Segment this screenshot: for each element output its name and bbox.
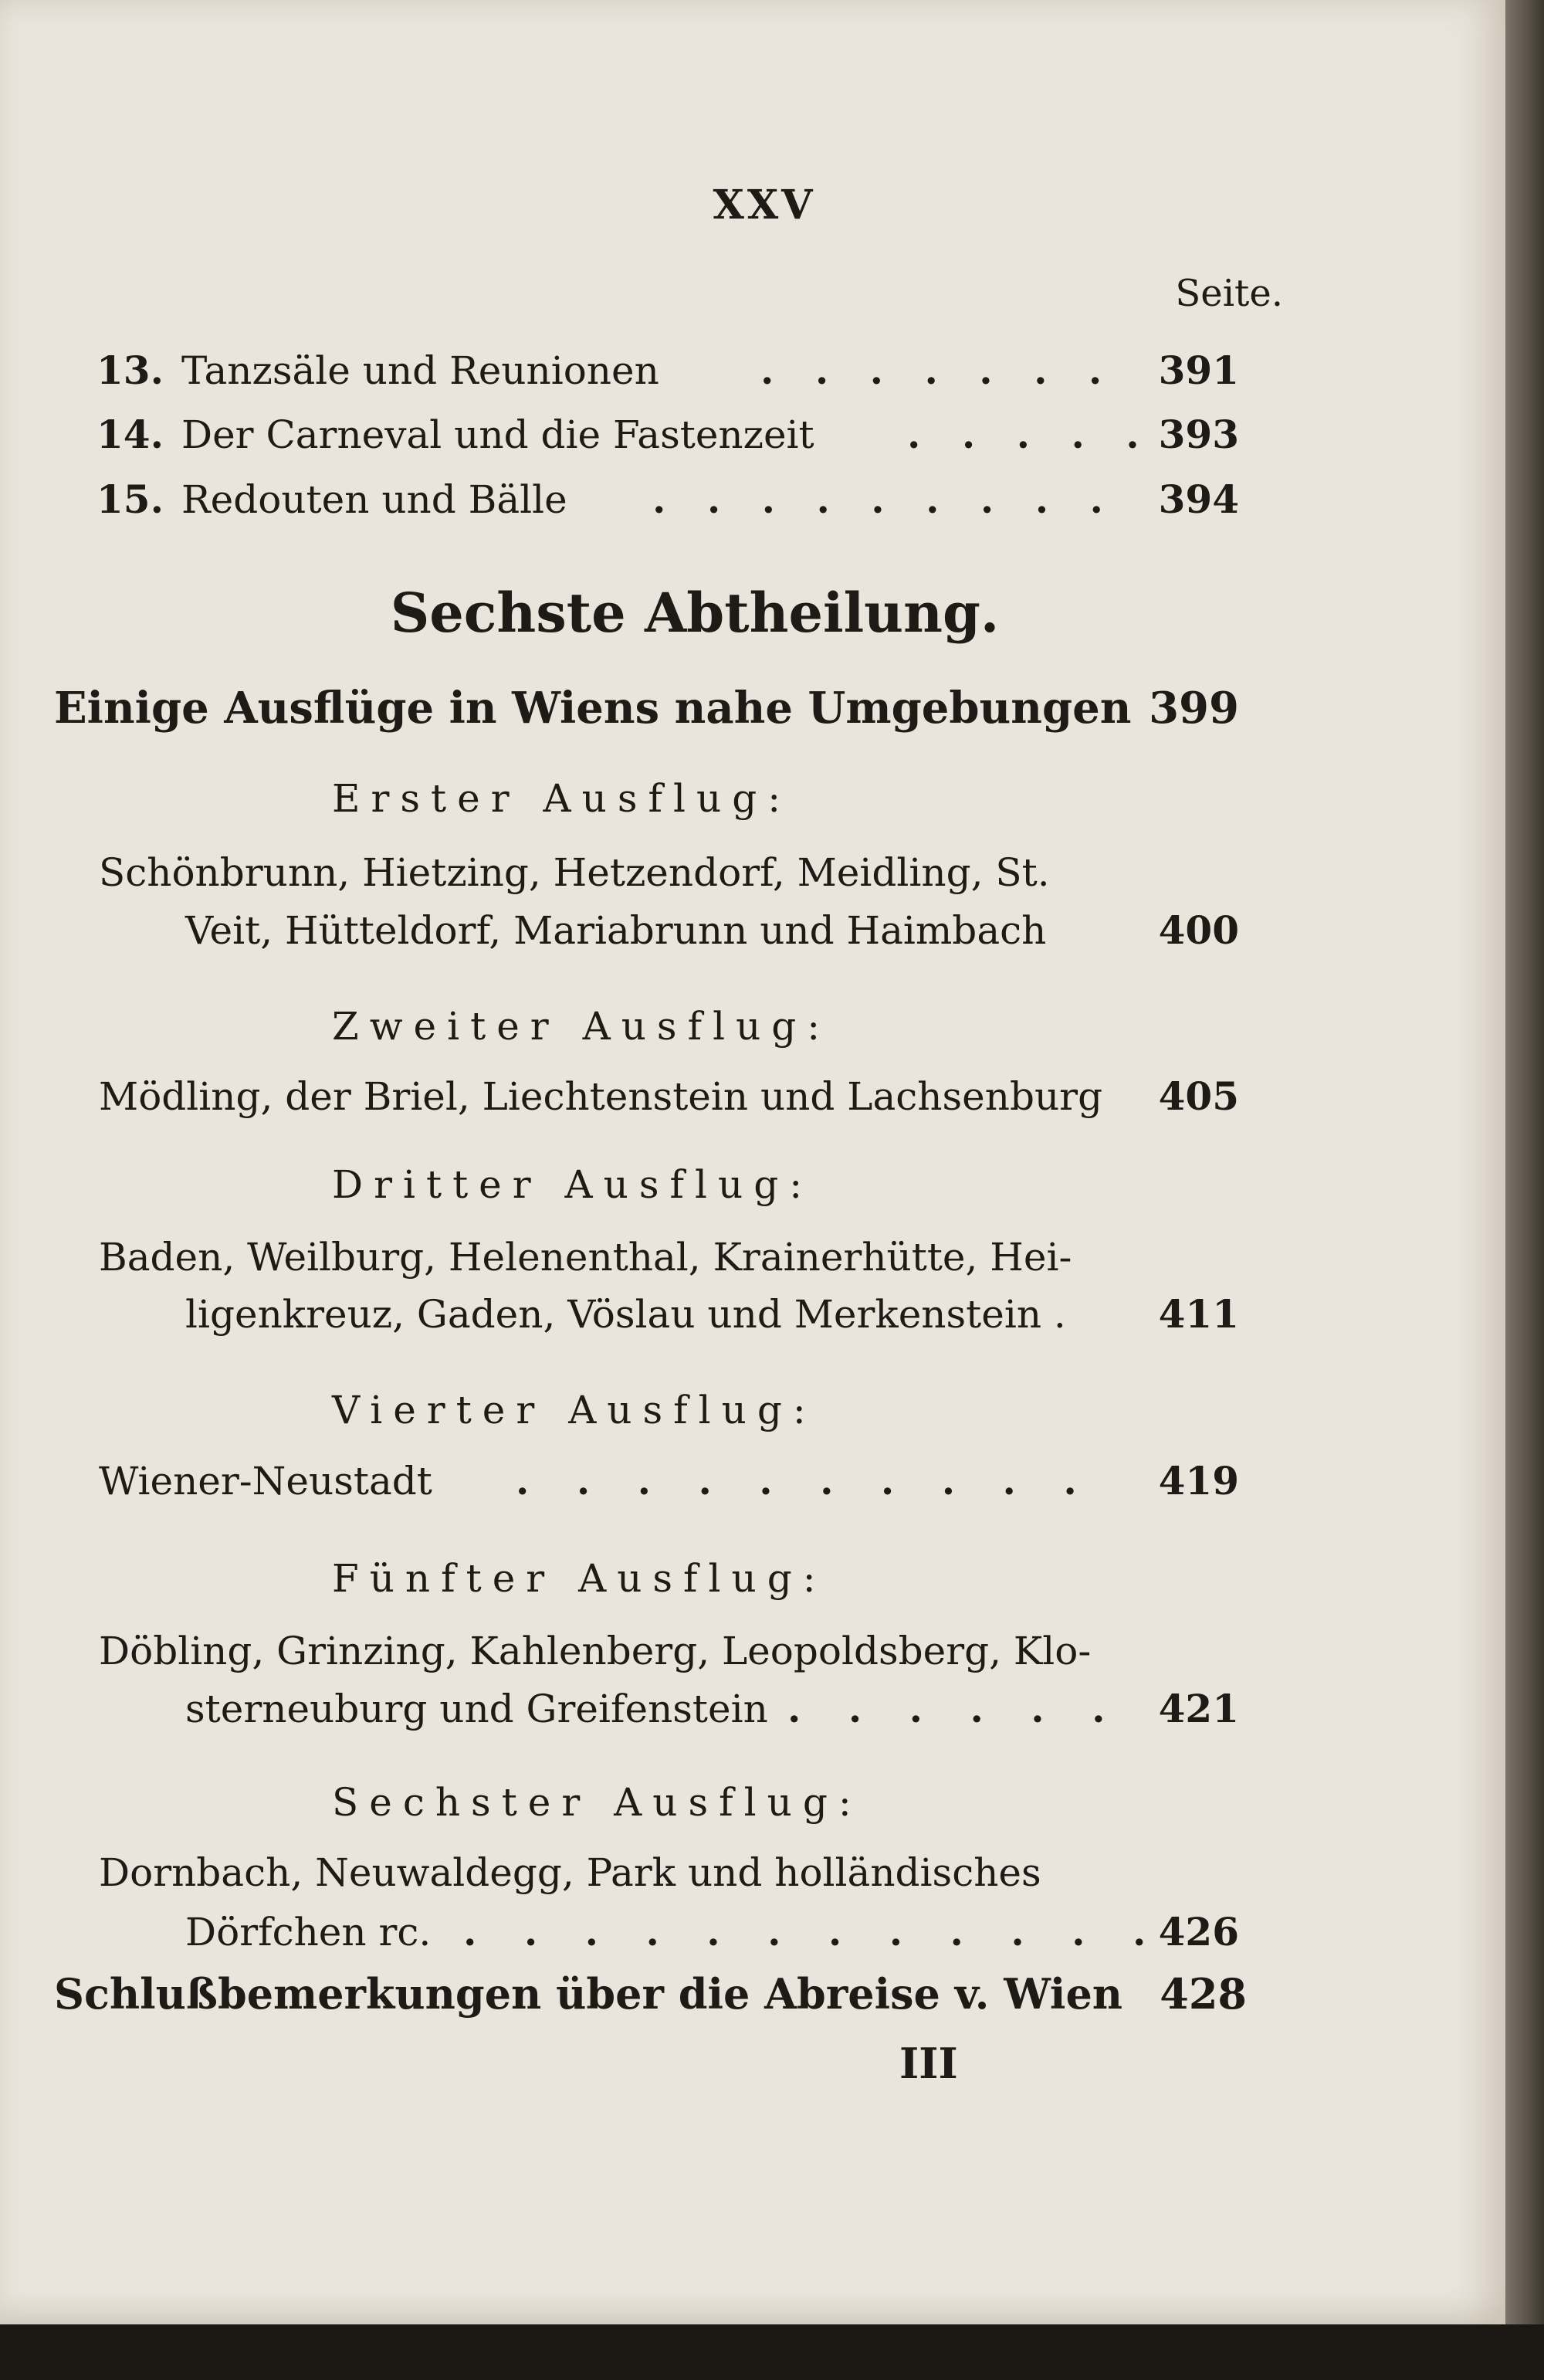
excursion-page: 419 [1158, 1458, 1239, 1504]
excursion-line [99, 1458, 1239, 1504]
dot-leader: . . . . . [907, 412, 1153, 457]
main-entry-text: Einige Ausflüge in Wiens nahe Umgebungen [54, 683, 1132, 734]
dot-leader: . . . . . . [787, 1686, 1122, 1731]
excursion-line [185, 1909, 1239, 1955]
entry-text: Der Carneval und die Fastenzeit [181, 412, 814, 457]
excursion-title: Zweiter Ausflug: [332, 1004, 831, 1049]
excursion-line-text: sterneuburg und Greifenstein [185, 1687, 768, 1731]
entry-number: 14. [96, 412, 164, 457]
excursion-line [185, 907, 1239, 954]
excursion-line-text: Mödling, der Briel, Liechtenstein und Lachsenburg [99, 1074, 1103, 1119]
dot-leader: . . . . . . . [760, 348, 1116, 393]
excursion-title: Vierter Ausflug: [332, 1388, 817, 1432]
excursion-line-text: Schönbrunn, Hietzing, Hetzendorf, Meidling, St. [99, 850, 1050, 895]
entry-text: Tanzsäle und Reunionen [181, 348, 659, 393]
excursion-line [99, 849, 1141, 896]
excursion-line-text: Dörfchen rc. [185, 1910, 432, 1955]
excursion-line [99, 1628, 1141, 1674]
excursion-title: Fünfter Ausflug: [332, 1556, 827, 1601]
excursion-line [99, 1073, 1239, 1120]
excursion-title: Erster Ausflug: [332, 776, 792, 821]
entry-number: 15. [96, 476, 164, 522]
excursion-page: 421 [1158, 1686, 1239, 1731]
entry-number: 13. [96, 348, 164, 393]
page-edge [1505, 0, 1544, 2324]
closing-entry [54, 1969, 1247, 2019]
page-header: XXV [713, 181, 816, 229]
excursion-line [99, 1849, 1141, 1896]
signature-mark: III [899, 2039, 958, 2088]
excursion-line [185, 1686, 1239, 1732]
excursion-line-text: Baden, Weilburg, Helenenthal, Krainerhütte, Hei- [99, 1235, 1072, 1280]
excursion-page: 400 [1158, 907, 1239, 953]
closing-page: 428 [1160, 1969, 1247, 2019]
seite-label: Seite. [1175, 272, 1283, 315]
excursion-page: 411 [1158, 1291, 1239, 1337]
excursion-title: Sechster Ausflug: [332, 1780, 862, 1825]
main-entry [54, 683, 1239, 734]
excursion-line-text: Veit, Hütteldorf, Mariabrunn und Haimbach [185, 908, 1047, 953]
closing-text: Schlußbemerkungen über die Abreise v. Wien [54, 1969, 1123, 2019]
entry-page: 393 [1158, 412, 1239, 457]
main-entry-page: 399 [1149, 683, 1239, 734]
excursion-line-text: ligenkreuz, Gaden, Vöslau und Merkenstein . [185, 1292, 1066, 1337]
toc-entry [96, 476, 1239, 523]
excursion-title: Dritter Ausflug: [332, 1162, 814, 1207]
excursion-page: 426 [1158, 1909, 1239, 1955]
excursion-page: 405 [1158, 1073, 1239, 1119]
toc-entry [96, 412, 1239, 458]
excursion-line [99, 1234, 1141, 1280]
excursion-line [185, 1291, 1239, 1337]
entry-page: 391 [1158, 348, 1239, 393]
toc-entry [96, 348, 1239, 394]
entry-page: 394 [1158, 476, 1239, 522]
dot-leader: . . . . . . . . . [652, 476, 1117, 522]
excursion-line-text: Wiener-Neustadt [99, 1459, 432, 1504]
section-title: Sechste Abtheilung. [390, 581, 1000, 645]
excursion-line-text: Döbling, Grinzing, Kahlenberg, Leopoldsberg, Klo- [99, 1629, 1092, 1673]
dot-leader: . . . . . . . . . . [516, 1458, 1094, 1504]
entry-text: Redouten und Bälle [181, 477, 567, 522]
dot-leader: . . . . . . . . . . . . [463, 1909, 1163, 1955]
excursion-line-text: Dornbach, Neuwaldegg, Park und holländisches [99, 1850, 1041, 1895]
